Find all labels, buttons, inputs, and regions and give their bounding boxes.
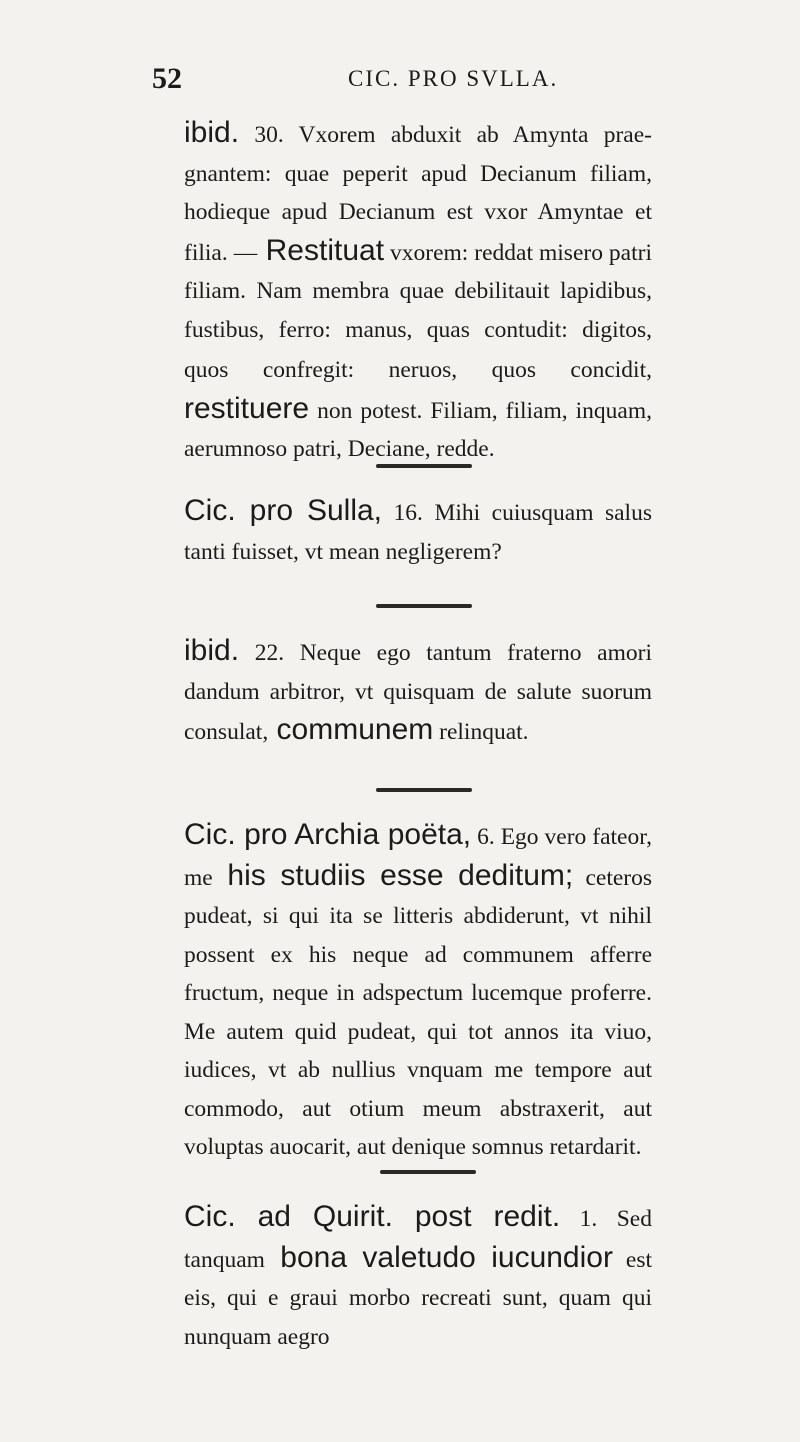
emphasis: communem — [268, 713, 434, 746]
quote-entry-2 — [142, 492, 652, 571]
quote-entry-3 — [142, 632, 652, 752]
section-divider — [376, 464, 472, 468]
quote-entry-5 — [142, 1198, 652, 1356]
emphasis: bona valetudo iucundior — [264, 1240, 613, 1274]
quote-text: Cic. pro Sulla, 16. Mihi cuiusquam salus tanti fuisset, vt mean negligerem? — [184, 494, 652, 565]
quote-entry-4 — [142, 816, 652, 1167]
emphasis: restituere — [184, 391, 310, 425]
quote-entry-1 — [142, 114, 652, 469]
section-divider — [380, 1170, 476, 1174]
page-number: 52 — [152, 62, 182, 95]
running-head: CIC. PRO SVLLA. — [348, 66, 559, 91]
section-divider — [376, 604, 472, 608]
citation: Cic. pro Archia poëta, — [184, 818, 472, 851]
citation: Cic. pro Sulla, — [184, 494, 383, 527]
quote-text: Cic. pro Archia poëta, 6. Ego vero fateor, me his studiis esse deditum; ceteros pudeat, si qui ita se litteris abdiderunt, vt nihil possent ex his neque ad communem afferre fructum, neque in adspectum lucemque proferre. Me autem quid pudeat, qui tot annos ita viuo, iudices, vt ab nullius vnquam me tempore aut commodo, aut otium meum abstraxerit, aut voluptas auocarit, aut denique somnus retardarit. — [184, 818, 653, 1160]
citation: Cic. ad Quirit. post redit. — [184, 1200, 561, 1233]
emphasis: his studiis esse deditum; — [212, 858, 574, 892]
section-divider — [376, 788, 472, 792]
citation: ibid. — [184, 116, 240, 149]
quote-text: Cic. ad Quirit. post redit. 1. Sed tanquam bona valetudo iucundior est eis, qui e graui morbo recreati sunt, quam qui nunquam aegro — [184, 1200, 652, 1350]
quote-text: ibid. 22. Neque ego tantum fraterno amori dandum arbitror, vt quisquam de salute suorum consulat, communem relinquat. — [184, 634, 652, 746]
quote-text: ibid. 30. Vxorem abduxit ab Amynta prae-gnantem: quae peperit apud Decianum filiam, hodieque apud Decianum est vxor Amyntae et filia. — Restituat vxorem: reddat misero patri filiam. Nam membra quae debilitauit lapidibus, fustibus, ferro: manus, quas contudit: digitos, quos confregit: neruos, quos concidit, restituere non potest. Filiam, filiam, inquam, aerumnoso patri, Deciane, redde. — [184, 116, 652, 462]
citation: ibid. — [184, 634, 240, 667]
page-header — [152, 62, 652, 102]
emphasis: Restituat — [257, 233, 385, 267]
